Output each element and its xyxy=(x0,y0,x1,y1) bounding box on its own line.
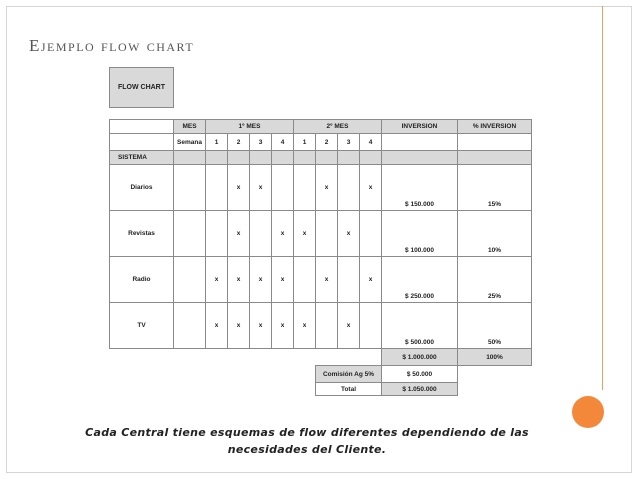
caption-line: Cada Central tiene esquemas de flow diferentes dependiendo de las xyxy=(85,426,529,439)
week-cell: 4 xyxy=(272,134,294,151)
blank-cell xyxy=(382,134,458,151)
schedule-mark xyxy=(338,257,360,303)
schedule-mark: x xyxy=(272,257,294,303)
medium-name: TV xyxy=(110,303,174,349)
week-cell: 1 xyxy=(206,134,228,151)
accent-circle xyxy=(572,396,604,428)
mes1-header: 1º MES xyxy=(206,120,294,134)
schedule-mark: x xyxy=(250,257,272,303)
inversion-value: $ 250.000 xyxy=(382,257,458,303)
schedule-mark: x xyxy=(250,303,272,349)
comision-label: Comisión Ag 5% xyxy=(316,366,382,383)
total-pct: 100% xyxy=(458,349,532,366)
inversion-header: INVERSION xyxy=(382,120,458,134)
inversion-value: $ 500.000 xyxy=(382,303,458,349)
flow-chart-label: FLOW CHART xyxy=(109,67,174,108)
schedule-mark: x xyxy=(250,165,272,211)
week-cell: 1 xyxy=(294,134,316,151)
week-cell: 3 xyxy=(338,134,360,151)
schedule-mark xyxy=(294,165,316,211)
schedule-mark: x xyxy=(360,257,382,303)
blank-cell xyxy=(110,134,174,151)
blank-cell xyxy=(174,151,206,165)
schedule-mark xyxy=(272,165,294,211)
pct-header: % INVERSION xyxy=(458,120,532,134)
pct-value: 10% xyxy=(458,211,532,257)
schedule-mark xyxy=(360,303,382,349)
schedule-mark: x xyxy=(316,165,338,211)
week-cell: 4 xyxy=(360,134,382,151)
total-label: Total xyxy=(316,383,382,396)
pct-value: 50% xyxy=(458,303,532,349)
accent-line xyxy=(602,6,603,390)
schedule-mark xyxy=(206,211,228,257)
mes-header: MES xyxy=(174,120,206,134)
total-inversion: $ 1.000.000 xyxy=(382,349,458,366)
schedule-mark xyxy=(316,211,338,257)
schedule-mark xyxy=(360,211,382,257)
schedule-mark: x xyxy=(228,165,250,211)
table-row xyxy=(110,303,532,349)
schedule-mark: x xyxy=(206,303,228,349)
sistema-header: SISTEMA xyxy=(110,151,174,165)
inversion-value: $ 100.000 xyxy=(382,211,458,257)
schedule-mark: x xyxy=(228,303,250,349)
table-row xyxy=(110,211,532,257)
schedule-mark xyxy=(294,257,316,303)
schedule-mark: x xyxy=(294,303,316,349)
schedule-mark: x xyxy=(272,303,294,349)
corner-cell xyxy=(110,120,174,134)
schedule-mark xyxy=(206,165,228,211)
pct-value: 15% xyxy=(458,165,532,211)
medium-name: Radio xyxy=(110,257,174,303)
inversion-value: $ 150.000 xyxy=(382,165,458,211)
flow-chart-table xyxy=(109,119,532,396)
slide-title: Ejemplo flow chart xyxy=(29,36,195,55)
table-row xyxy=(110,165,532,211)
medium-name: Revistas xyxy=(110,211,174,257)
schedule-mark xyxy=(316,303,338,349)
comision-value: $ 50.000 xyxy=(382,366,458,383)
schedule-mark: x xyxy=(360,165,382,211)
slide-caption xyxy=(52,424,562,458)
table-row xyxy=(110,257,532,303)
mes2-header: 2º MES xyxy=(294,120,382,134)
schedule-mark: x xyxy=(228,211,250,257)
week-cell: 2 xyxy=(228,134,250,151)
schedule-mark: x xyxy=(206,257,228,303)
schedule-mark: x xyxy=(272,211,294,257)
semana-label: Semana xyxy=(174,134,206,151)
schedule-mark: x xyxy=(316,257,338,303)
schedule-mark xyxy=(250,211,272,257)
schedule-mark: x xyxy=(294,211,316,257)
schedule-mark xyxy=(338,165,360,211)
caption-line: necesidades del Cliente. xyxy=(227,443,387,456)
medium-name: Diarios xyxy=(110,165,174,211)
blank-cell xyxy=(458,134,532,151)
week-cell: 3 xyxy=(250,134,272,151)
schedule-mark: x xyxy=(228,257,250,303)
pct-value: 25% xyxy=(458,257,532,303)
total-value: $ 1.050.000 xyxy=(382,383,458,396)
week-cell: 2 xyxy=(316,134,338,151)
schedule-mark: x xyxy=(338,211,360,257)
schedule-mark: x xyxy=(338,303,360,349)
